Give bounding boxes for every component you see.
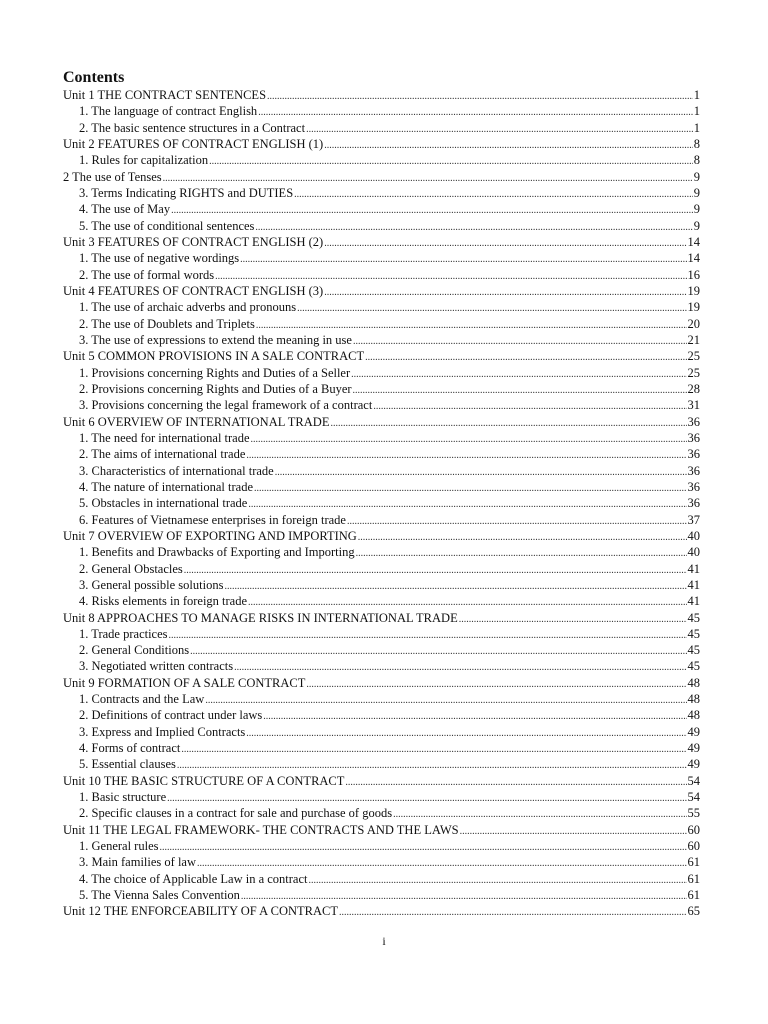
toc-entry-title: 4. Forms of contract	[79, 741, 181, 756]
dot-leader	[263, 707, 686, 723]
toc-entry-title: 4. The use of May	[79, 202, 171, 217]
dot-leader	[190, 642, 686, 658]
dot-leader	[241, 887, 687, 903]
toc-unit-entry[interactable]	[63, 528, 700, 544]
dot-leader	[460, 822, 687, 838]
dot-leader	[254, 479, 686, 495]
dot-leader	[347, 512, 687, 528]
toc-section-entry[interactable]	[63, 381, 700, 397]
toc-entry-title: 4. The nature of international trade	[79, 479, 254, 494]
toc-entry-title: 6. Features of Vietnamese enterprises in foreign trade	[79, 512, 346, 527]
dot-leader	[358, 528, 687, 544]
toc-page-number: 1	[693, 88, 700, 102]
toc-section-entry[interactable]	[63, 446, 700, 462]
toc-section-entry[interactable]	[63, 316, 700, 332]
toc-page-number: 45	[687, 626, 700, 641]
toc-page-number: 41	[687, 594, 700, 609]
dot-leader	[330, 414, 686, 430]
toc-entry-title: 4. Risks elements in foreign trade	[79, 594, 248, 609]
toc-page-number: 36	[687, 430, 700, 445]
toc-page-number: 1	[693, 104, 700, 119]
toc-page-number: 54	[687, 773, 700, 788]
toc-section-entry[interactable]	[63, 561, 700, 577]
toc-page-number: 25	[687, 365, 700, 380]
toc-page-number: 9	[693, 218, 700, 233]
dot-leader	[275, 463, 687, 479]
dot-leader	[197, 854, 687, 870]
toc-section-entry[interactable]	[63, 397, 700, 413]
toc-page-number: 45	[687, 659, 700, 674]
toc-unit-entry[interactable]	[63, 348, 700, 364]
toc-entry-title: 1. Contracts and the Law	[79, 692, 205, 707]
toc-section-entry[interactable]	[63, 838, 700, 854]
dot-leader	[339, 903, 686, 919]
toc-entry-title: 2. The basic sentence structures in a Contract	[79, 120, 306, 135]
toc-section-entry[interactable]	[63, 854, 700, 870]
toc-page-number: 41	[687, 561, 700, 576]
dot-leader	[258, 103, 693, 119]
toc-entry-title: 5. Essential clauses	[79, 757, 176, 772]
toc-page-number: 54	[687, 790, 700, 805]
toc-section-entry[interactable]	[63, 577, 700, 593]
toc-page-number: 36	[687, 414, 700, 429]
toc-section-entry[interactable]	[63, 152, 700, 168]
dot-leader	[459, 610, 687, 626]
toc-page-number: 8	[693, 136, 700, 151]
toc-page-number: 28	[687, 381, 700, 396]
toc-unit-entry[interactable]	[63, 903, 700, 919]
dot-leader	[256, 316, 687, 332]
toc-entry-title: 2. General Conditions	[79, 643, 190, 658]
toc-page-number: 14	[687, 234, 700, 249]
toc-section-entry[interactable]	[63, 789, 700, 805]
toc-page-number: 16	[687, 267, 700, 282]
page-footer-number: i	[382, 934, 386, 948]
toc-page-number: 48	[687, 692, 700, 707]
toc-page-number: 21	[687, 332, 700, 347]
dot-leader	[248, 495, 686, 511]
toc-section-entry[interactable]	[63, 332, 700, 348]
dot-leader	[177, 756, 687, 772]
toc-unit-entry[interactable]	[63, 822, 700, 838]
toc-page-number: 49	[687, 724, 700, 739]
toc-page-number: 40	[687, 528, 700, 543]
dot-leader	[309, 871, 687, 887]
toc-entry-title: 1. Provisions concerning Rights and Duties of a Seller	[79, 365, 351, 380]
dot-leader	[209, 152, 693, 168]
dot-leader	[353, 381, 687, 397]
dot-leader	[171, 201, 693, 217]
toc-entry-title: 2. Specific clauses in a contract for sale and purchase of goods	[79, 806, 393, 821]
toc-page-number: 36	[687, 463, 700, 478]
dot-leader	[224, 577, 686, 593]
dot-leader	[159, 838, 686, 854]
toc-page-number: 49	[687, 741, 700, 756]
toc-section-entry[interactable]	[63, 658, 700, 674]
toc-page-number: 60	[687, 822, 700, 837]
toc-entry-title: 1. The need for international trade	[79, 430, 250, 445]
toc-entry-title: Unit 10 THE BASIC STRUCTURE OF A CONTRACT	[63, 773, 345, 788]
toc-entry-title: Unit 6 OVERVIEW OF INTERNATIONAL TRADE	[63, 414, 330, 429]
dot-leader	[345, 773, 686, 789]
toc-entry-title: Unit 9 FORMATION OF A SALE CONTRACT	[63, 675, 306, 690]
dot-leader	[351, 365, 686, 381]
toc-entry-title: 2. General Obstacles	[79, 561, 183, 576]
dot-leader	[181, 740, 686, 756]
toc-page-number: 65	[687, 904, 700, 919]
toc-entry-title: 2 The use of Tenses	[63, 169, 162, 184]
dot-leader	[324, 234, 686, 250]
toc-section-entry[interactable]	[63, 218, 700, 234]
dot-leader	[306, 120, 693, 136]
toc-unit-entry[interactable]	[63, 283, 700, 299]
dot-leader	[246, 446, 686, 462]
toc-page-number: 36	[687, 447, 700, 462]
toc-entry-title: Unit 5 COMMON PROVISIONS IN A SALE CONTRACT	[63, 349, 365, 364]
toc-entry-title: 5. Obstacles in international trade	[79, 496, 248, 511]
toc-entry-title: 3. General possible solutions	[79, 577, 224, 592]
dot-leader	[240, 250, 686, 266]
contents-heading: Contents	[63, 69, 125, 86]
toc-entry-title: 1. General rules	[79, 839, 159, 854]
dot-leader	[246, 724, 686, 740]
toc-entry-title: Unit 11 THE LEGAL FRAMEWORK- THE CONTRACTS AND THE LAWS	[63, 822, 459, 837]
toc-section-entry[interactable]	[63, 463, 700, 479]
toc-entry-title: 1. Trade practices	[79, 626, 168, 641]
toc-page-number: 14	[687, 251, 700, 266]
toc-entry-title: 1. The language of contract English	[79, 104, 258, 119]
toc-page-number: 40	[687, 545, 700, 560]
dot-leader	[184, 561, 687, 577]
toc-page-number: 37	[687, 512, 700, 527]
toc-unit-entry[interactable]	[63, 610, 700, 626]
toc-entry-title: 2. The aims of international trade	[79, 447, 246, 462]
toc-unit-entry[interactable]	[63, 414, 700, 430]
toc-page-number: 55	[687, 806, 700, 821]
table-of-contents	[63, 87, 700, 920]
toc-entry-title: Unit 4 FEATURES OF CONTRACT ENGLISH (3)	[63, 283, 324, 298]
toc-page-number: 19	[687, 283, 700, 298]
dot-leader	[248, 593, 686, 609]
toc-entry-title: Unit 7 OVERVIEW OF EXPORTING AND IMPORTING	[63, 528, 357, 543]
dot-leader	[297, 299, 686, 315]
toc-page-number: 19	[687, 300, 700, 315]
toc-entry-title: 2. Definitions of contract under laws	[79, 708, 263, 723]
dot-leader	[167, 789, 686, 805]
toc-entry-title: Unit 3 FEATURES OF CONTRACT ENGLISH (2)	[63, 234, 324, 249]
toc-section-entry[interactable]	[63, 871, 700, 887]
toc-section-entry[interactable]	[63, 495, 700, 511]
toc-page-number: 36	[687, 479, 700, 494]
toc-page-number: 41	[687, 577, 700, 592]
toc-page-number: 45	[687, 610, 700, 625]
dot-leader	[294, 185, 693, 201]
toc-section-entry[interactable]	[63, 365, 700, 381]
toc-section-entry[interactable]	[63, 756, 700, 772]
toc-section-entry[interactable]	[63, 805, 700, 821]
dot-leader	[353, 332, 687, 348]
toc-section-entry[interactable]	[63, 250, 700, 266]
toc-entry-title: 1. The use of negative wordings	[79, 251, 240, 266]
toc-page-number: 48	[687, 708, 700, 723]
toc-entry-title: Unit 8 APPROACHES TO MANAGE RISKS IN INTERNATIONAL TRADE	[63, 610, 458, 625]
toc-page-number: 9	[693, 185, 700, 200]
toc-entry-title: 1. Rules for capitalization	[79, 153, 209, 168]
toc-page-number: 36	[687, 496, 700, 511]
toc-section-entry[interactable]	[63, 593, 700, 609]
toc-entry-title: 3. Main families of law	[79, 855, 196, 870]
toc-section-entry[interactable]	[63, 691, 700, 707]
dot-leader	[234, 658, 686, 674]
dot-leader	[205, 691, 686, 707]
toc-page-number: 61	[687, 888, 700, 903]
dot-leader	[393, 805, 686, 821]
toc-entry-title: Unit 1 THE CONTRACT SENTENCES	[63, 88, 267, 102]
toc-section-entry[interactable]	[63, 201, 700, 217]
toc-section-entry[interactable]	[63, 103, 700, 119]
dot-leader	[255, 218, 692, 234]
toc-page-number: 25	[687, 349, 700, 364]
toc-entry-title: 3. Express and Implied Contracts	[79, 724, 246, 739]
dot-leader	[373, 397, 686, 413]
toc-page-number: 48	[687, 675, 700, 690]
toc-section-entry[interactable]	[63, 707, 700, 723]
toc-unit-entry[interactable]	[63, 675, 700, 691]
toc-entry-title: 4. The choice of Applicable Law in a contract	[79, 871, 308, 886]
toc-entry-title: 1. Basic structure	[79, 790, 167, 805]
toc-page-number: 61	[687, 855, 700, 870]
toc-page-number: 31	[687, 398, 700, 413]
dot-leader	[324, 283, 686, 299]
toc-section-entry[interactable]	[63, 642, 700, 658]
toc-unit-entry[interactable]	[63, 234, 700, 250]
toc-page-number: 45	[687, 643, 700, 658]
toc-entry-title: 3. Characteristics of international trade	[79, 463, 274, 478]
toc-section-entry[interactable]	[63, 185, 700, 201]
toc-page-number: 9	[693, 202, 700, 217]
toc-entry-title: 1. Benefits and Drawbacks of Exporting and Importing	[79, 545, 355, 560]
toc-entry-title: 2. The use of Doublets and Triplets	[79, 316, 255, 331]
toc-entry-title: 3. Negotiated written contracts	[79, 659, 234, 674]
toc-entry-title: 3. Terms Indicating RIGHTS and DUTIES	[79, 185, 294, 200]
toc-section-entry[interactable]	[63, 740, 700, 756]
toc-entry-title: 1. The use of archaic adverbs and pronouns	[79, 300, 297, 315]
toc-page-number: 60	[687, 839, 700, 854]
toc-entry-title: 5. The Vienna Sales Convention	[79, 888, 240, 903]
toc-page-number: 1	[693, 120, 700, 135]
dot-leader	[365, 348, 686, 364]
toc-section-entry[interactable]	[63, 430, 700, 446]
toc-section-entry[interactable]	[63, 479, 700, 495]
toc-section-entry[interactable]	[63, 120, 700, 136]
toc-section-entry[interactable]	[63, 724, 700, 740]
toc-entry-title: 5. The use of conditional sentences	[79, 218, 255, 233]
toc-page-number: 61	[687, 871, 700, 886]
dot-leader	[324, 136, 693, 152]
toc-entry-title: 2. The use of formal words	[79, 267, 215, 282]
dot-leader	[267, 87, 693, 103]
dot-leader	[251, 430, 687, 446]
dot-leader	[215, 267, 686, 283]
toc-entry-title: Unit 2 FEATURES OF CONTRACT ENGLISH (1)	[63, 136, 324, 151]
toc-page-number: 20	[687, 316, 700, 331]
toc-page-number: 49	[687, 757, 700, 772]
toc-unit-entry[interactable]	[63, 87, 700, 103]
toc-entry-title: 2. Provisions concerning Rights and Duties of a Buyer	[79, 381, 352, 396]
toc-unit-entry[interactable]	[63, 773, 700, 789]
toc-page-number: 9	[693, 169, 700, 184]
dot-leader	[169, 626, 687, 642]
toc-section-entry[interactable]	[63, 512, 700, 528]
dot-leader	[163, 169, 693, 185]
toc-section-entry[interactable]	[63, 544, 700, 560]
toc-unit-entry[interactable]	[63, 136, 700, 152]
toc-entry-title: Unit 12 THE ENFORCEABILITY OF A CONTRACT	[63, 904, 339, 919]
toc-entry-title: 3. The use of expressions to extend the meaning in use	[79, 332, 352, 347]
toc-section-entry[interactable]	[63, 299, 700, 315]
toc-page-number: 8	[693, 153, 700, 168]
toc-section-entry[interactable]	[63, 267, 700, 283]
toc-section-entry[interactable]	[63, 169, 700, 185]
dot-leader	[356, 544, 687, 560]
toc-section-entry[interactable]	[63, 626, 700, 642]
toc-section-entry[interactable]	[63, 887, 700, 903]
dot-leader	[306, 675, 686, 691]
toc-entry-title: 3. Provisions concerning the legal framework of a contract	[79, 398, 373, 413]
